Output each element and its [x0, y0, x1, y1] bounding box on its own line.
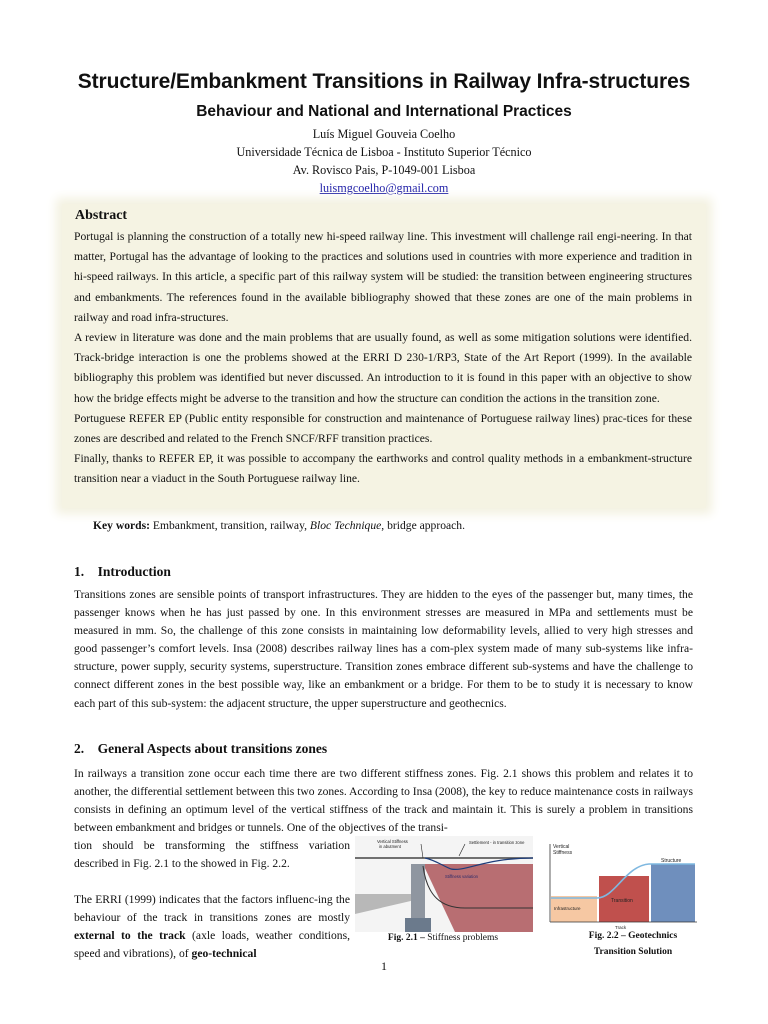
author-affiliation: Universidade Técnica de Lisboa - Instituto Superior Técnico	[236, 145, 532, 159]
keywords	[93, 519, 465, 532]
erri-emphasis-geotechnical: geo-technical	[191, 947, 257, 961]
paper-subtitle: Behaviour and National and International Practices	[196, 103, 572, 120]
author-address: Av. Rovisco Pais, P-1049-001 Lisboa	[292, 163, 476, 177]
erri-emphasis-external: external to the track	[74, 929, 186, 943]
label-in-abutment: in abutment	[379, 844, 401, 849]
keywords-text: Embankment, transition, railway,	[150, 519, 310, 532]
label-vertical: Vertical	[553, 844, 570, 850]
label-settlement: Settlement - in transition zone	[469, 840, 525, 845]
section-heading-introduction: 1. Introduction	[74, 564, 171, 579]
paper-title: Structure/Embankment Transitions in Railway Infra-structures	[77, 70, 691, 93]
figure-2-1-stiffness-diagram	[355, 836, 533, 932]
keywords-italic: Bloc Technique	[309, 519, 382, 532]
author-email-line	[0, 181, 768, 196]
section-heading-general-aspects: 2. General Aspects about transitions zones	[74, 741, 328, 756]
erri-text: The ERRI (1999) indicates that the factors influenc-ing the behaviour of the track in transitions zones are mostly	[74, 893, 350, 925]
label-vertical-stiffness: Vertical Stiffness	[377, 839, 408, 844]
abstract-body	[74, 227, 692, 490]
caption-text: Stiffness problems	[427, 933, 499, 943]
author-email-link[interactable]: luismgcoelho@gmail.com	[319, 181, 449, 195]
page-number: 1	[381, 959, 387, 973]
caption-text: Geotechnics	[628, 931, 678, 941]
label-transition: Transition	[611, 898, 633, 904]
general-aspects-continued	[74, 837, 350, 964]
label-track: Track	[615, 925, 627, 930]
figure-2-1-caption	[358, 933, 528, 943]
general-aspects-paragraph: In railways a transition zone occur each time there are two different stiffness zones. Fig. 2.1 shows this problem and relates it to another, the differential settlement between this two zones. According to Insa (2008), the key to reduce maintenance costs in railways consists in defining an optimum level of the vertical stiffness of the track and maintain it. This is surely a problem in transitions between embankment and bridges or tunnels. One of the objectives of the transi-	[74, 767, 693, 835]
label-stiffness: Stiffness	[553, 850, 573, 856]
abstract-paragraph: Portuguese REFER EP (Public entity responsible for construction and maintenance of Portuguese railway lines) prac-tices for these zones are described and related to the French SNCF/RFF transition practices.	[74, 411, 692, 446]
label-structure: Structure	[661, 858, 682, 864]
structure-zone	[651, 864, 695, 922]
figure-2-2-transition-solution	[545, 836, 705, 932]
abstract-paragraph: Finally, thanks to REFER EP, it was possible to accompany the earthworks and control quality methods in a embankment-structure transition near a viaduct in the South Portuguese railway line.	[74, 452, 692, 486]
introduction-paragraph: Transitions zones are sensible points of transport infrastructures. They are hidden to the eyes of the passenger but, many times, the passenger knows when he has just passed by one. In this environment stresses are measured in MPa and settlements must be measured in mm. So, the challenge of this zone consists in maintaining low deformability levels, allied to very high stresses and good passenger’s comfort levels. Insa (2008) describes railway lines has a com-plex system made of many sub-systems like infra-structure, power supply, security systems, superstructure. Transition zones embrace different sub-systems and have the challenge to connect different zones in the best possible way, like an embankment or a bridge. For them to be to study it is necessary to know each part of this sub-system: the adjacent structure, the upper superstructure and geothecnics.	[74, 588, 693, 710]
general-aspects-narrow-text: tion should be transforming the stiffness variation described in Fig. 2.1 to the showed in Fig. 2.2.	[74, 839, 350, 871]
abutment-foundation	[405, 918, 431, 932]
abstract-paragraph: A review in literature was done and the main problems that are usually found, as well as some mitigation solutions were identified. Track-bridge interaction is one the problems showed at the ERRI D 230-1/RP3, State of the Art Report (1999). In the available bibliography this problem was identified but never discussed. An introduction to it is found in this paper with an objective to show how the bridge effects might be adverse to the transition and how the structure can condition the actions in the transition zone.	[74, 331, 692, 405]
keywords-label: Key words:	[93, 519, 150, 532]
label-infrastructure: Infrastructure	[554, 906, 581, 911]
author-name: Luís Miguel Gouveia Coelho	[312, 127, 456, 141]
caption-label: Fig. 2.2 –	[588, 931, 629, 941]
label-stiffness-variation: Stiffness variation	[445, 874, 478, 879]
abstract-heading: Abstract	[75, 208, 128, 223]
figure-2-2-caption	[548, 931, 718, 941]
keywords-text-end: , bridge approach.	[381, 519, 465, 532]
erri-text-middle: (axle loads, weather conditions, speed and vibrations), of	[74, 929, 350, 961]
erri-paragraph	[74, 891, 350, 963]
figure-2-2-caption-line2: Transition Solution	[593, 947, 673, 957]
abstract-paragraph: Portugal is planning the construction of a totally new hi-speed railway line. This investment will challenge rail engi-neering. In that matter, Portugal has the advantage of looking to the practices and solutions used in countries with more experience and tradition in hi-speed railways. In this article, a specific part of this railway system will be studied: the transition between engineering structures and embankments. The references found in the available bibliography showed that these zones are one of the main problems in railway and road infra-structures.	[74, 230, 692, 324]
caption-label: Fig. 2.1 –	[387, 933, 428, 943]
